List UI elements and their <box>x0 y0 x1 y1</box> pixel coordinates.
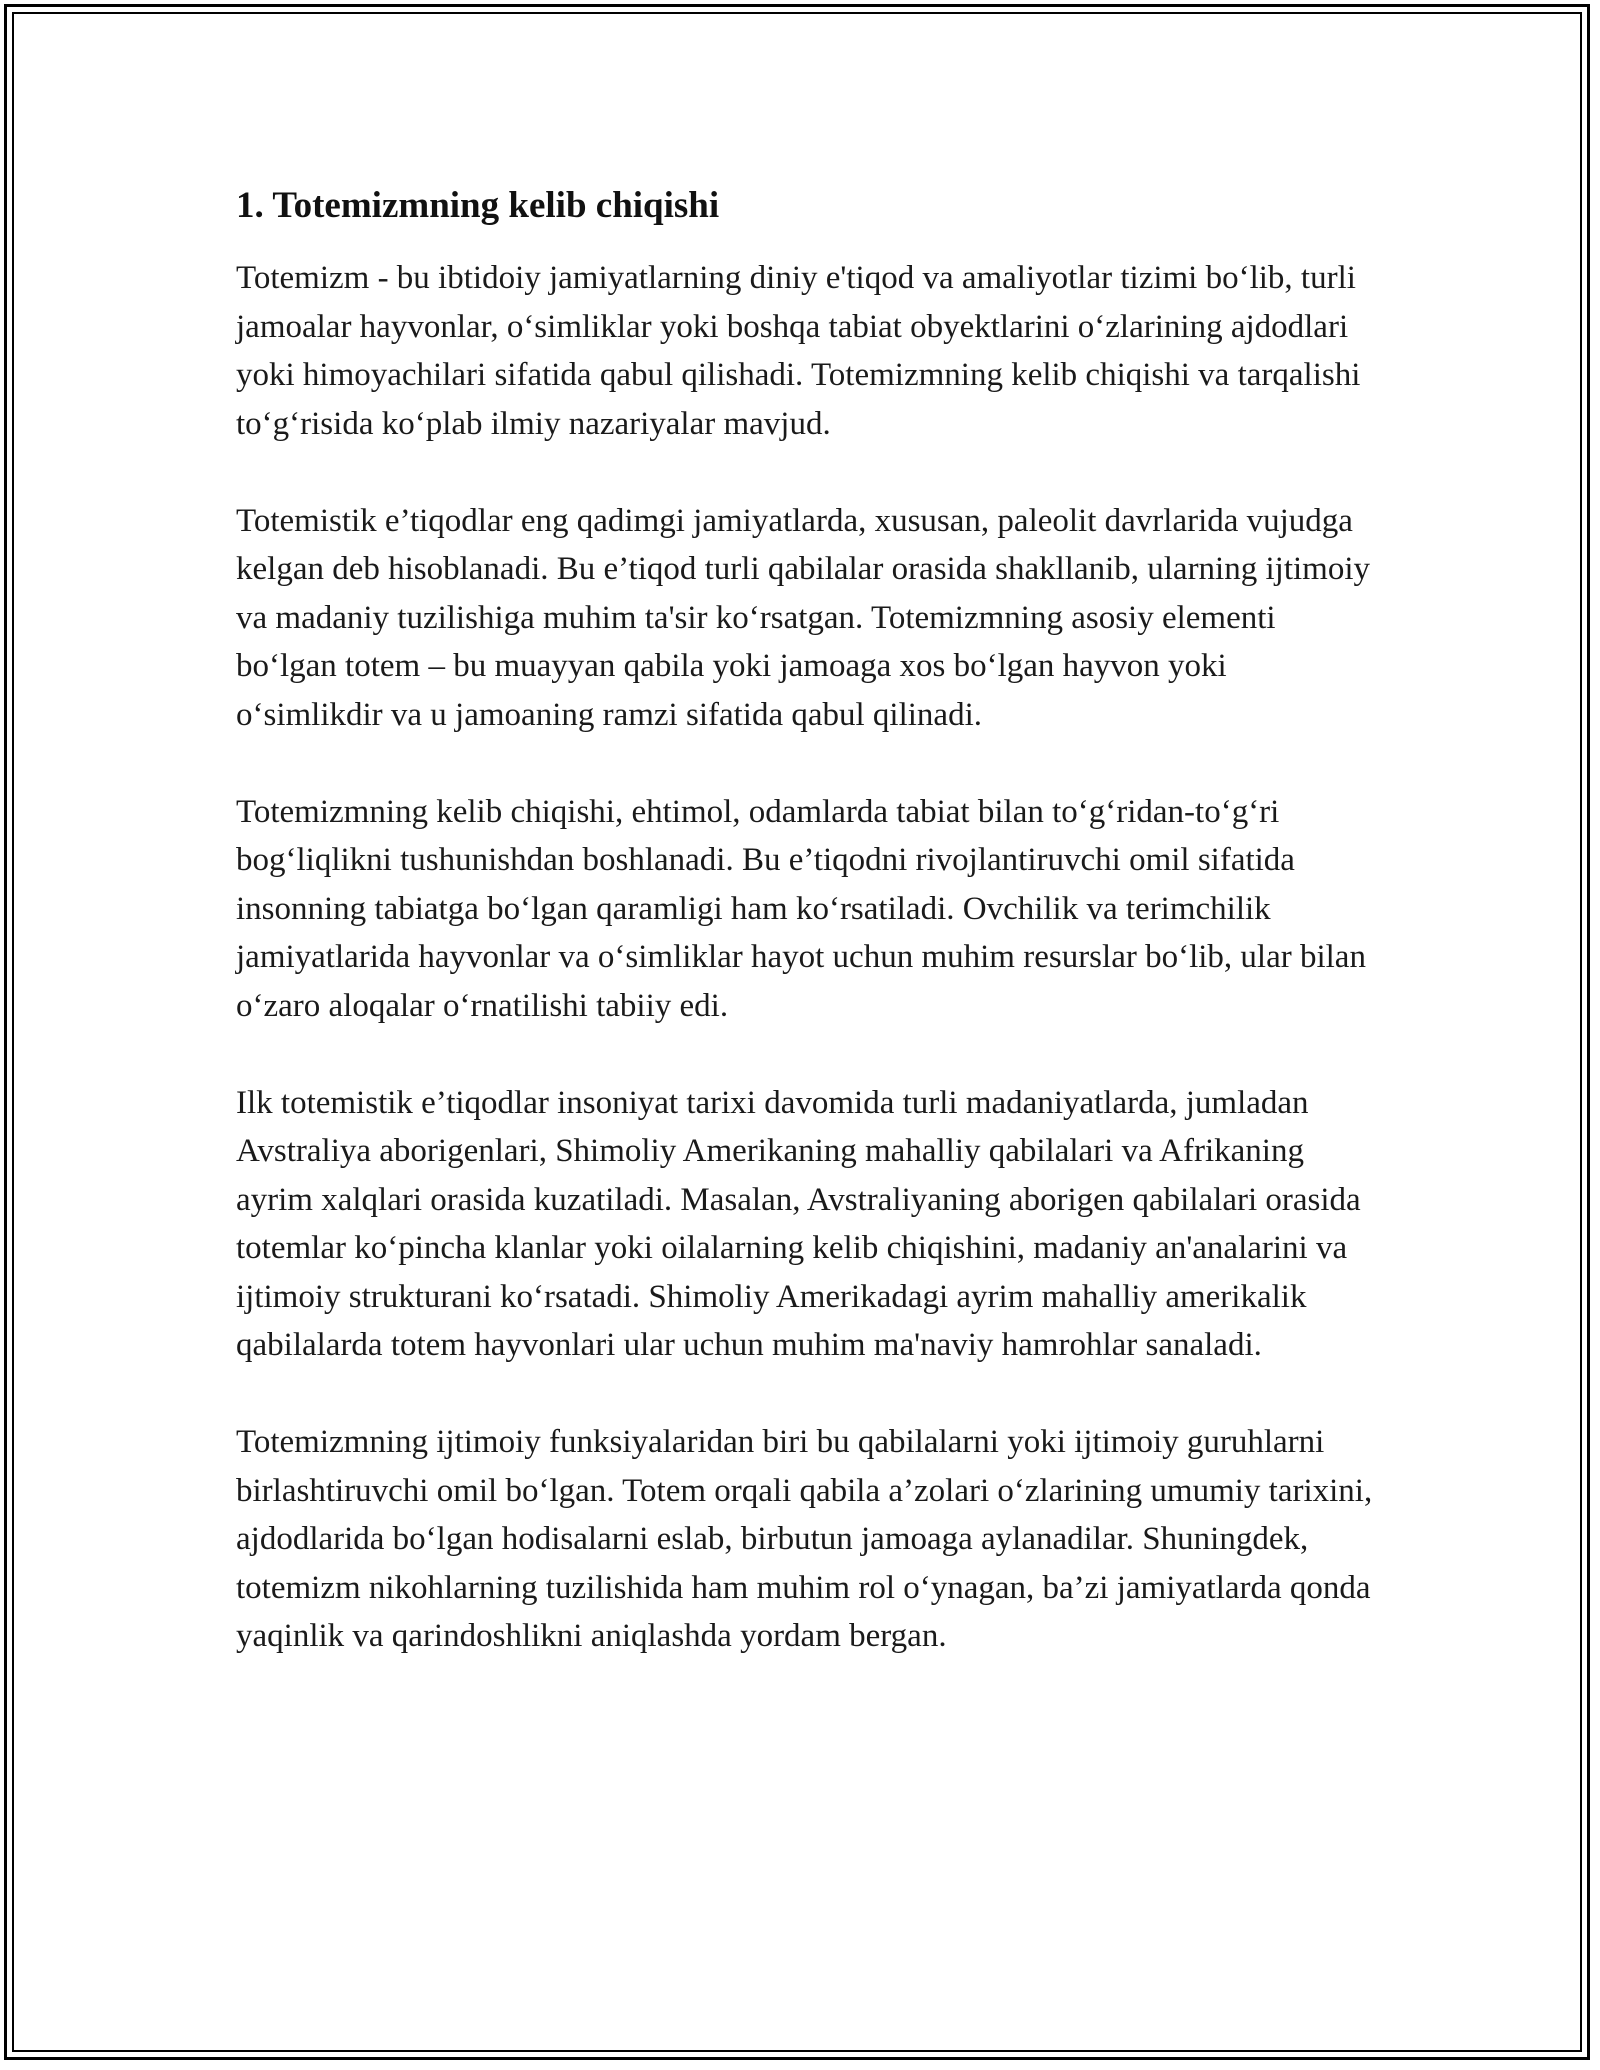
paragraph-5: Totemizmning ijtimoiy funksiyalaridan biri bu qabilalarni yoki ijtimoiy guruhlarni birlashtiruvchi omil bo‘lgan. Totem orqali qabila a’zolari o‘zlarining umumiy tarixini, ajdodlarida bo‘lgan hodisalarni eslab, birbutun jamoaga aylanadilar. Shuningdek, totemizm nikohlarning tuzilishida ham muhim rol o‘ynagan, ba’zi jamiyatlarda qonda yaqinlik va qarindoshlikni aniqlashda yordam bergan. <box>236 1424 1373 1655</box>
paragraph-4: Ilk totemistik e’tiqodlar insoniyat tarixi davomida turli madaniyatlarda, jumladan Avstraliya aborigenlari, Shimoliy Amerikaning mahalliy qabilalari va Afrikaning ayrim xalqlari orasida kuzatiladi. Masalan, Avstraliyaning aborigen qabilalari orasida totemlar ko‘pincha klanlar yoki oilalarning kelib chiqishini, madaniy an'analarini va ijtimoiy strukturani ko‘rsatadi. Shimoliy Amerikadagi ayrim mahalliy amerikalik qabilalarda totem hayvonlari ular uchun muhim ma'naviy hamrohlar sanaladi. <box>236 1084 1361 1364</box>
paragraph-1: Totemizm - bu ibtidoiy jamiyatlarning diniy e'tiqod va amaliyotlar tizimi bo‘lib, turli jamoalar hayvonlar, o‘simliklar yoki boshqa tabiat obyektlarini o‘zlarining ajdodlari yoki himoyachilari sifatida qabul qilishadi. Totemizmning kelib chiqishi va tarqalishi to‘g‘risida ko‘plab ilmiy nazariyalar mavjud. <box>236 260 1361 442</box>
section-heading: 1. Totemizmning kelib chiqishi <box>236 185 720 226</box>
paragraph-2: Totemistik e’tiqodlar eng qadimgi jamiyatlarda, xususan, paleolit davrlarida vujudga kelgan deb hisoblanadi. Bu e’tiqod turli qabilalar orasida shakllanib, ularning ijtimoiy va madaniy tuzilishiga muhim ta'sir ko‘rsatgan. Totemizmning asosiy elementi bo‘lgan totem – bu muayyan qabila yoki jamoaga xos bo‘lgan hayvon yoki o‘simlikdir va u jamoaning ramzi sifatida qabul qilinadi. <box>236 502 1370 733</box>
document-body <box>236 184 1376 1661</box>
paragraph-3: Totemizmning kelib chiqishi, ehtimol, odamlarda tabiat bilan to‘g‘ridan-to‘g‘ri bog‘liqlikni tushunishdan boshlanadi. Bu e’tiqodni rivojlantiruvchi omil sifatida insonning tabiatga bo‘lgan qaramligi ham ko‘rsatiladi. Ovchilik va terimchilik jamiyatlarida hayvonlar va o‘simliklar hayot uchun muhim resurslar bo‘lib, ular bilan o‘zaro aloqalar o‘rnatilishi tabiiy edi. <box>236 793 1366 1024</box>
